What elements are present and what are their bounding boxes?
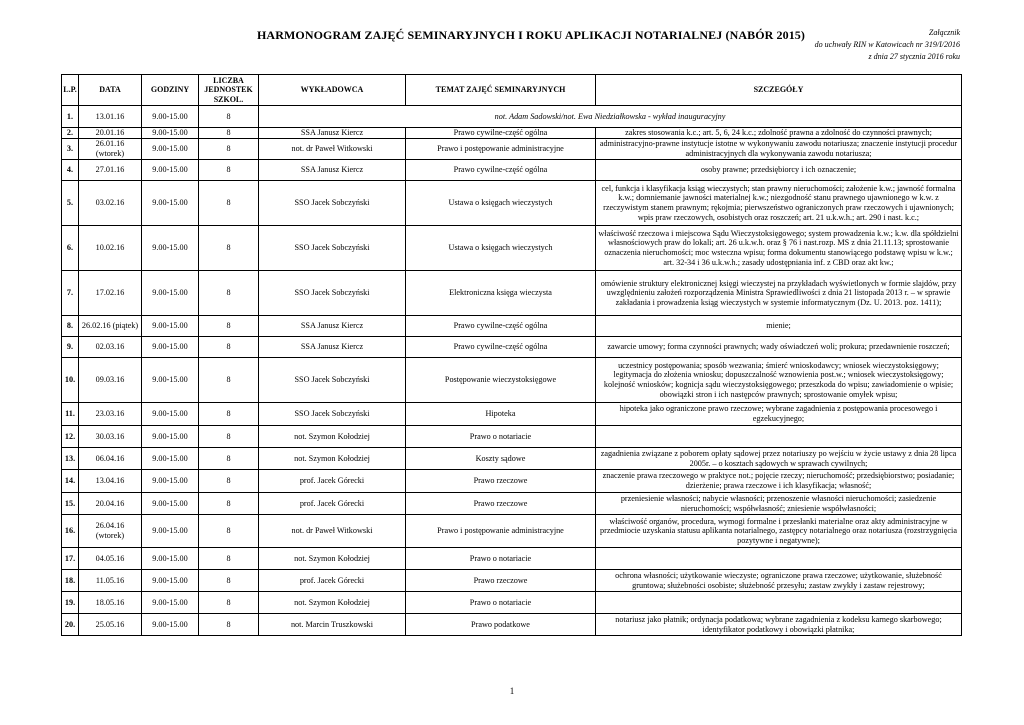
hours-cell: 9.00-15.00	[142, 181, 199, 226]
details-cell: właściwość organów, procedura, wymogi formalne i przesłanki materialne oraz akty administracyjne w przedmiocie uzyskania statusu aplikanta notarialnego, zastępcy notarialnego oraz notariusza (rozstrzygnięcia pozytywne i negatywne);	[596, 515, 962, 548]
hours-cell: 9.00-15.00	[142, 403, 199, 426]
topic-cell: Prawo podatkowe	[406, 614, 596, 636]
lp-cell: 9.	[62, 337, 79, 358]
hours-cell: 9.00-15.00	[142, 226, 199, 271]
units-cell: 8	[199, 515, 259, 548]
hours-cell: 9.00-15.00	[142, 448, 199, 470]
hours-cell: 9.00-15.00	[142, 316, 199, 337]
lecturer-cell: prof. Jacek Górecki	[259, 470, 406, 493]
topic-cell: Prawo cywilne-część ogólna	[406, 337, 596, 358]
date-cell: 23.03.16	[79, 403, 142, 426]
hours-cell: 9.00-15.00	[142, 570, 199, 592]
lecturer-cell: not. dr Paweł Witkowski	[259, 515, 406, 548]
details-cell: przeniesienie własności; nabycie własności; przenoszenie własności nieruchomości; zasiedzenie nieruchomości; współwłasność; zniesienie współwłasności;	[596, 493, 962, 515]
table-row	[62, 570, 962, 592]
details-cell	[596, 426, 962, 448]
details-cell: zawarcie umowy; forma czynności prawnych; wady oświadczeń woli; prokura; przedawnienie roszczeń;	[596, 337, 962, 358]
units-cell: 8	[199, 358, 259, 403]
date-cell: 26.01.16 (wtorek)	[79, 139, 142, 160]
units-cell: 8	[199, 316, 259, 337]
lecturer-cell: prof. Jacek Górecki	[259, 493, 406, 515]
units-cell: 8	[199, 160, 259, 181]
date-cell: 06.04.16	[79, 448, 142, 470]
table-row	[62, 448, 962, 470]
units-cell: 8	[199, 226, 259, 271]
units-cell: 8	[199, 570, 259, 592]
lp-cell: 5.	[62, 181, 79, 226]
annex-line: do uchwały RIN w Katowicach nr 319/I/2016	[814, 40, 960, 49]
details-cell: zagadnienia związane z poborem opłaty sądowej przez notariuszy po wejściu w życie ustawy z dnia 28 lipca 2005r. – o kosztach sądowych w sprawach cywilnych;	[596, 448, 962, 470]
lp-cell: 10.	[62, 358, 79, 403]
date-cell: 10.02.16	[79, 226, 142, 271]
date-cell: 18.05.16	[79, 592, 142, 614]
annex-note	[815, 27, 960, 63]
hours-cell: 9.00-15.00	[142, 337, 199, 358]
date-cell: 13.04.16	[79, 470, 142, 493]
table-row	[62, 515, 962, 548]
table-row	[62, 128, 962, 139]
topic-cell: Prawo i postępowanie administracyjne	[406, 139, 596, 160]
table-row	[62, 470, 962, 493]
details-cell: omówienie struktury elektronicznej księgi wieczystej na przykładach wyświetlonych w formie slajdów, przy uwzględnieniu założeń rozporządzenia Ministra Sprawiedliwości z dnia 21 listopada 2013 r. – w sprawie zakładania i prowadzenia ksiąg wieczystych w systemie informatycznym (Dz. U. 2013. poz. 1411);	[596, 271, 962, 316]
lecturer-cell: SSA Janusz Kiercz	[259, 316, 406, 337]
lecturer-cell: SSO Jacek Sobczyński	[259, 226, 406, 271]
lecturer-cell: SSO Jacek Sobczyński	[259, 271, 406, 316]
table-row	[62, 548, 962, 570]
details-cell: mienie;	[596, 316, 962, 337]
lp-cell: 13.	[62, 448, 79, 470]
hours-cell: 9.00-15.00	[142, 160, 199, 181]
units-cell: 8	[199, 271, 259, 316]
units-cell: 8	[199, 548, 259, 570]
hours-cell: 9.00-15.00	[142, 358, 199, 403]
lp-cell: 11.	[62, 403, 79, 426]
date-cell: 30.03.16	[79, 426, 142, 448]
date-cell: 25.05.16	[79, 614, 142, 636]
annex-line: Załącznik	[928, 28, 960, 37]
units-cell: 8	[199, 139, 259, 160]
date-cell: 02.03.16	[79, 337, 142, 358]
topic-cell: Prawo cywilne-część ogólna	[406, 316, 596, 337]
units-cell: 8	[199, 106, 259, 128]
document-title: HARMONOGRAM ZAJĘĆ SEMINARYJNYCH I ROKU APLIKACJI NOTARIALNEJ (NABÓR 2015)	[257, 28, 806, 42]
table-row	[62, 316, 962, 337]
table-row	[62, 271, 962, 316]
table-row	[62, 181, 962, 226]
details-cell	[596, 592, 962, 614]
topic-cell: Ustawa o księgach wieczystych	[406, 226, 596, 271]
date-cell: 27.01.16	[79, 160, 142, 181]
topic-cell: Prawo cywilne-część ogólna	[406, 128, 596, 139]
topic-cell: Prawo o notariacie	[406, 426, 596, 448]
details-cell: uczestnicy postępowania; sposób wezwania; śmierć wnioskodawcy; wniosek wieczystoksięgowy; legitymacja do złożenia wniosku; dopuszczalność wznowienia post.w.; wniosek wieczystoksięgowy; kolejność wniosków; kognicja sądu wieczystoksięgowego; przeszkoda do wpisu; zawiadomienie o wpisie; obowiązki stron i ich następców prawnych; sprostowanie omyłek wpisu;	[596, 358, 962, 403]
hours-cell: 9.00-15.00	[142, 271, 199, 316]
lp-cell: 14.	[62, 470, 79, 493]
header-row	[62, 75, 962, 106]
details-cell: hipoteka jako ograniczone prawo rzeczowe; wybrane zagadnienia z postępowania procesowego i egzekucyjnego;	[596, 403, 962, 426]
details-cell: zakres stosowania k.c.; art. 5, 6, 24 k.c.; zdolność prawna a zdolność do czynności prawnych;	[596, 128, 962, 139]
details-cell: cel, funkcja i klasyfikacja ksiąg wieczystych; stan prawny nieruchomości; założenie k.w.; jawność formalna k.w.; domniemanie jawności materialnej k.w.; niezgodność stanu prawnego ujawnionego w k.w. z rzeczywistym stanem prawnym; rękojmia; pierwszeństwo ograniczonych praw rzeczowych i ujawnionych; wpis praw rzeczowych, osobistych oraz roszczeń; art. 21 u.k.w.h.; art. 290 i nast. k.c.;	[596, 181, 962, 226]
lp-cell: 20.	[62, 614, 79, 636]
lecturer-cell: SSO Jacek Sobczyński	[259, 358, 406, 403]
lp-cell: 15.	[62, 493, 79, 515]
table-row	[62, 403, 962, 426]
lp-cell: 6.	[62, 226, 79, 271]
units-cell: 8	[199, 337, 259, 358]
details-cell: znaczenie prawa rzeczowego w praktyce not.; pojęcie rzeczy; nieruchomość; przedsiębiorstwo; posiadanie; dzierżenie; prawa rzeczowe i ich klasyfikacja; własność;	[596, 470, 962, 493]
hours-cell: 9.00-15.00	[142, 426, 199, 448]
page-number: 1	[509, 686, 515, 696]
schedule-table	[61, 74, 962, 636]
lecturer-cell: not. Szymon Kołodziej	[259, 448, 406, 470]
hours-cell: 9.00-15.00	[142, 470, 199, 493]
column-header: L.P.	[62, 75, 79, 106]
lecturer-cell: SSO Jacek Sobczyński	[259, 181, 406, 226]
column-header: SZCZEGÓŁY	[596, 75, 962, 106]
lp-cell: 16.	[62, 515, 79, 548]
details-cell	[596, 548, 962, 570]
date-cell: 13.01.16	[79, 106, 142, 128]
topic-cell: Prawo o notariacie	[406, 548, 596, 570]
topic-cell: Prawo rzeczowe	[406, 470, 596, 493]
date-cell: 03.02.16	[79, 181, 142, 226]
hours-cell: 9.00-15.00	[142, 106, 199, 128]
table-row	[62, 493, 962, 515]
lecturer-cell: not. dr Paweł Witkowski	[259, 139, 406, 160]
topic-cell: Elektroniczna księga wieczysta	[406, 271, 596, 316]
lecturer-cell: not. Szymon Kołodziej	[259, 426, 406, 448]
lp-cell: 7.	[62, 271, 79, 316]
date-cell: 11.05.16	[79, 570, 142, 592]
units-cell: 8	[199, 403, 259, 426]
column-header: DATA	[79, 75, 142, 106]
lecturer-cell: not. Szymon Kołodziej	[259, 548, 406, 570]
hours-cell: 9.00-15.00	[142, 139, 199, 160]
hours-cell: 9.00-15.00	[142, 128, 199, 139]
details-cell: osoby prawne; przedsiębiorcy i ich oznaczenie;	[596, 160, 962, 181]
topic-cell: Ustawa o księgach wieczystych	[406, 181, 596, 226]
table-row	[62, 139, 962, 160]
lecturer-cell: SSO Jacek Sobczyński	[259, 403, 406, 426]
units-cell: 8	[199, 592, 259, 614]
table-row	[62, 426, 962, 448]
units-cell: 8	[199, 493, 259, 515]
topic-cell: Prawo o notariacie	[406, 592, 596, 614]
table-row	[62, 106, 962, 128]
topic-cell: Prawo rzeczowe	[406, 493, 596, 515]
hours-cell: 9.00-15.00	[142, 614, 199, 636]
table-row	[62, 226, 962, 271]
units-cell: 8	[199, 426, 259, 448]
lecturer-cell: not. Szymon Kołodziej	[259, 592, 406, 614]
details-cell: administracyjno-prawne instytucje istotne w wykonywaniu zawodu notariusza; znaczenie instytucji procedur administracyjnych dla wykonywania zawodu notariusza;	[596, 139, 962, 160]
topic-cell: Hipoteka	[406, 403, 596, 426]
table-row	[62, 160, 962, 181]
hours-cell: 9.00-15.00	[142, 592, 199, 614]
lecturer-cell: SSA Janusz Kiercz	[259, 160, 406, 181]
topic-cell: Postępowanie wieczystoksięgowe	[406, 358, 596, 403]
table-row	[62, 337, 962, 358]
date-cell: 20.04.16	[79, 493, 142, 515]
units-cell: 8	[199, 448, 259, 470]
topic-cell: Prawo cywilne-część ogólna	[406, 160, 596, 181]
units-cell: 8	[199, 614, 259, 636]
column-header: TEMAT ZAJĘĆ SEMINARYJNYCH	[406, 75, 596, 106]
lp-cell: 4.	[62, 160, 79, 181]
lp-cell: 1.	[62, 106, 79, 128]
hours-cell: 9.00-15.00	[142, 515, 199, 548]
lecturer-cell: prof. Jacek Górecki	[259, 570, 406, 592]
units-cell: 8	[199, 181, 259, 226]
lp-cell: 8.	[62, 316, 79, 337]
lp-cell: 19.	[62, 592, 79, 614]
date-cell: 20.01.16	[79, 128, 142, 139]
lecturer-cell: SSA Janusz Kiercz	[259, 337, 406, 358]
lecturer-cell: SSA Janusz Kiercz	[259, 128, 406, 139]
table-row	[62, 592, 962, 614]
details-cell: notariusz jako płatnik; ordynacja podatkowa; wybrane zagadnienia z kodeksu karnego skarbowego; identyfikator podatkowy i obowiązki płatnika;	[596, 614, 962, 636]
lp-cell: 17.	[62, 548, 79, 570]
date-cell: 04.05.16	[79, 548, 142, 570]
lp-cell: 18.	[62, 570, 79, 592]
column-header: WYKŁADOWCA	[259, 75, 406, 106]
column-header: LICZBA JEDNOSTEK SZKOL.	[199, 75, 259, 106]
date-cell: 26.04.16 (wtorek)	[79, 515, 142, 548]
column-header: GODZINY	[142, 75, 199, 106]
units-cell: 8	[199, 128, 259, 139]
date-cell: 17.02.16	[79, 271, 142, 316]
topic-cell: Koszty sądowe	[406, 448, 596, 470]
hours-cell: 9.00-15.00	[142, 548, 199, 570]
date-cell: 26.02.16 (piątek)	[79, 316, 142, 337]
topic-cell: Prawo i postępowanie administracyjne	[406, 515, 596, 548]
hours-cell: 9.00-15.00	[142, 493, 199, 515]
date-cell: 09.03.16	[79, 358, 142, 403]
details-cell: ochrona własności; użytkowanie wieczyste; ograniczone prawa rzeczowe; użytkowanie, służebność gruntowa; służebności osobiste; służebność przesyłu; zastaw zwykły i zastaw rejestrowy;	[596, 570, 962, 592]
lp-cell: 2.	[62, 128, 79, 139]
lp-cell: 12.	[62, 426, 79, 448]
table-row	[62, 614, 962, 636]
table-row	[62, 358, 962, 403]
lecturer-cell: not. Marcin Truszkowski	[259, 614, 406, 636]
annex-line: z dnia 27 stycznia 2016 roku	[868, 52, 960, 61]
units-cell: 8	[199, 470, 259, 493]
topic-cell: Prawo rzeczowe	[406, 570, 596, 592]
lp-cell: 3.	[62, 139, 79, 160]
opening-lecture-cell: not. Adam Sadowski/not. Ewa Niedziałkowska - wykład inauguracyjny	[259, 106, 962, 128]
details-cell: właściwość rzeczowa i miejscowa Sądu Wieczystoksięgowego; system prowadzenia k.w.; k.w. dla spółdzielni własnościowych praw do lokali; art. 26 u.k.w.h. oraz § 76 i nast.rozp. MS z dnia 21.11.13; sprostowanie oznaczenia nieruchomości; moc wsteczna wpisu; forma dokumentu stanowiącego podstawę wpisu w k.w.; art. 32-34 i 36 u.k.w.h.; zasady udostępniania inf. z CBD oraz akt kw.;	[596, 226, 962, 271]
